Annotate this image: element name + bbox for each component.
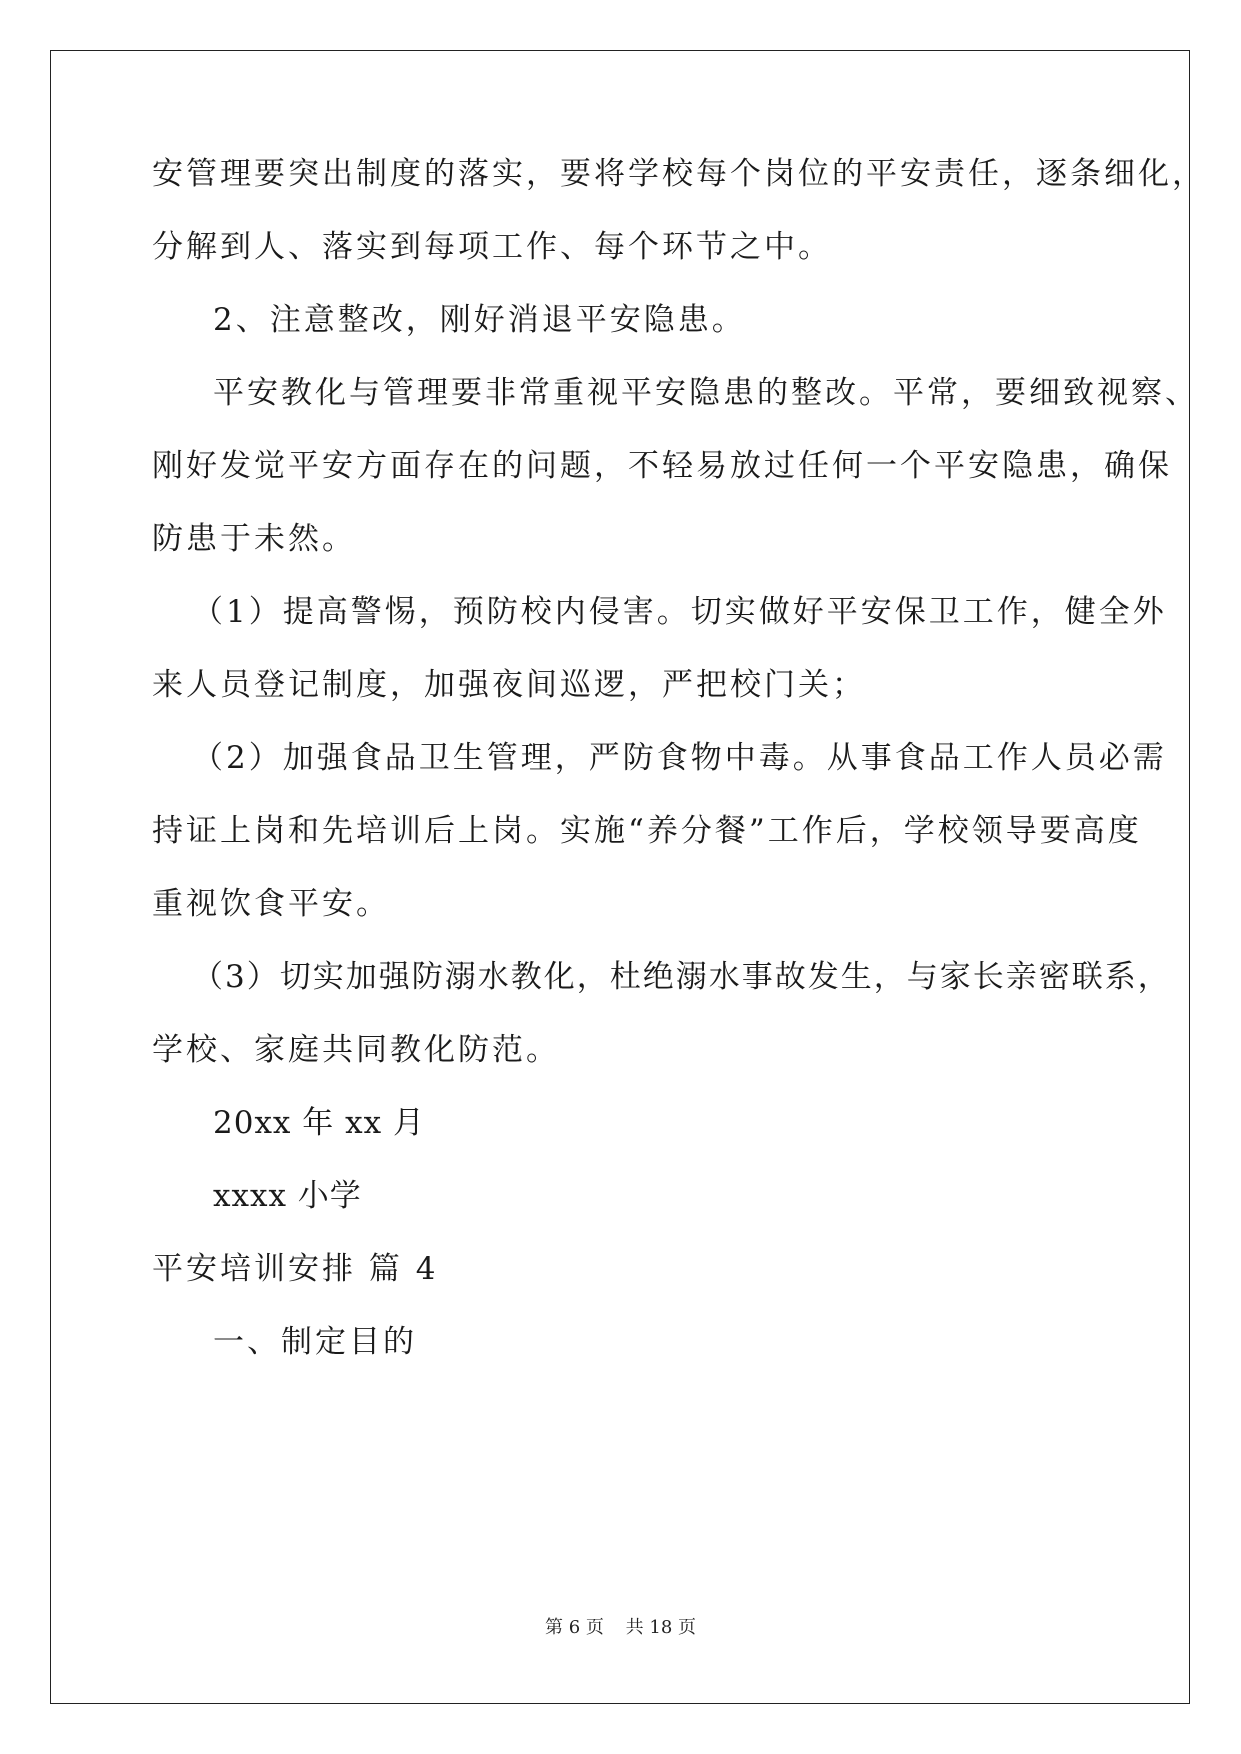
- body-line: 刚好发觉平安方面存在的问题，不轻易放过任何一个平安隐患，确保: [152, 448, 1172, 484]
- body-line: 学校、家庭共同教化防范。: [152, 1032, 560, 1068]
- body-line: 分解到人、落实到每项工作、每个环节之中。: [152, 229, 832, 265]
- section-heading: 2、注意整改，刚好消退平安隐患。: [213, 302, 746, 338]
- section-heading: 一、制定目的: [213, 1324, 417, 1360]
- page-footer: [0, 1616, 1241, 1640]
- body-line: 安管理要突出制度的落实，要将学校每个岗位的平安责任，逐条细化，: [152, 156, 1206, 192]
- body-line: 重视饮食平安。: [152, 886, 390, 922]
- body-line: 持证上岗和先培训后上岗。实施“养分餐”工作后，学校领导要高度: [152, 813, 1142, 849]
- list-item-line: （2）加强食品卫生管理，严防食物中毒。从事食品工作人员必需: [192, 740, 1167, 776]
- body-line: 来人员登记制度，加强夜间巡逻，严把校门关；: [152, 667, 866, 703]
- signature-line: xxxx 小学: [213, 1178, 362, 1214]
- page-border: [50, 50, 1190, 1704]
- list-item-line: （3）切实加强防溺水教化，杜绝溺水事故发生，与家长亲密联系，: [192, 959, 1171, 995]
- section-title: 平安培训安排 篇 4: [152, 1251, 439, 1287]
- page-total: 共 18 页: [625, 1617, 696, 1638]
- date-line: 20xx 年 xx 月: [213, 1105, 425, 1141]
- body-line: 平安教化与管理要非常重视平安隐患的整改。平常，要细致视察、: [213, 375, 1199, 411]
- list-item-line: （1）提高警惕，预防校内侵害。切实做好平安保卫工作，健全外: [192, 594, 1167, 630]
- body-line: 防患于未然。: [152, 521, 356, 557]
- page-number: 第 6 页: [545, 1617, 604, 1638]
